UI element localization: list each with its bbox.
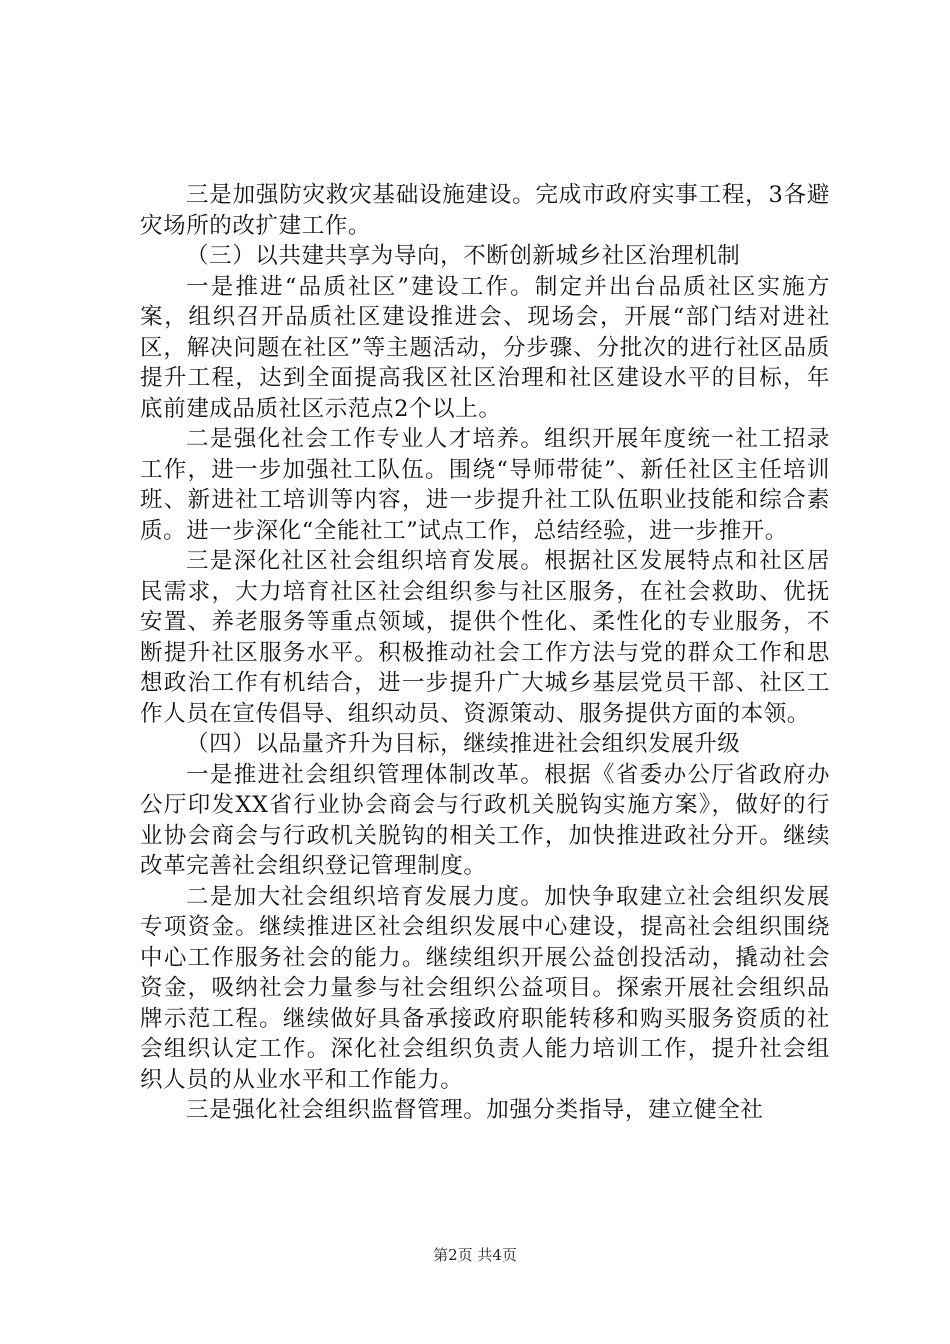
paragraph-cultivation: 二是加大社会组织培育发展力度。加快争取建立社会组织发展专项资金。继续推进区社会组织发展中心建设，提高社会组织围绕中心工作服务社会的能力。继续组织开展公益创投活动，撬动社会资金，吸纳社会力量参与社会组织公益项目。探索开展社会组织品牌示范工程。继续做好具备承接政府职能转移和购买服务资质的社会组织认定工作。深化社会组织负责人能力培训工作，提升社会组织人员的从业水平和工作能力。 <box>140 883 830 1093</box>
section-heading-community-governance: （三）以共建共享为导向，不断创新城乡社区治理机制 <box>186 243 741 269</box>
paragraph-disaster-facilities: 三是加强防灾救灾基础设施建设。完成市政府实事工程，3各避灾场所的改扩建工作。 <box>140 182 830 239</box>
page-number-footer: 第2页 共4页 <box>433 1246 517 1264</box>
paragraph-community-organizations: 三是深化社区社会组织培育发展。根据社区发展特点和社区居民需求，大力培育社区社会组织参与社区服务，在社会救助、优抚安置、养老服务等重点领域，提供个性化、柔性化的专业服务，不断提升社区服务水平。积极推动社会工作方法与党的群众工作和思想政治工作有机结合，进一步提升广大城乡基层党员干部、社区工作人员在宣传倡导、组织动员、资源策动、服务提供方面的本领。 <box>140 548 830 727</box>
document-body <box>140 180 830 1126</box>
section-heading-social-organization-upgrade: （四）以品量齐升为目标，继续推进社会组织发展升级 <box>186 731 741 757</box>
paragraph-social-work-talent: 二是强化社会工作专业人才培养。组织开展年度统一社工招录工作，进一步加强社工队伍。围绕“导师带徒”、新任社区主任培训班、新进社工培训等内容，进一步提升社工队伍职业技能和综合素质。进一步深化“全能社工”试点工作，总结经验，进一步推开。 <box>140 426 830 544</box>
paragraph-supervision: 三是强化社会组织监督管理。加强分类指导，建立健全社 <box>186 1097 764 1123</box>
paragraph-management-reform: 一是推进社会组织管理体制改革。根据《省委办公厅省政府办公厅印发XX省行业协会商会与行政机关脱钩实施方案》，做好的行业协会商会与行政机关脱钩的相关工作，加快推进政社分开。继续改革完善社会组织登记管理制度。 <box>140 761 830 879</box>
paragraph-quality-community: 一是推进“品质社区”建设工作。制定并出台品质社区实施方案，组织召开品质社区建设推进会、现场会，开展“部门结对进社区，解决问题在社区”等主题活动，分步骤、分批次的进行社区品质提升工程，达到全面提高我区社区治理和社区建设水平的目标，年底前建成品质社区示范点2个以上。 <box>140 273 830 422</box>
